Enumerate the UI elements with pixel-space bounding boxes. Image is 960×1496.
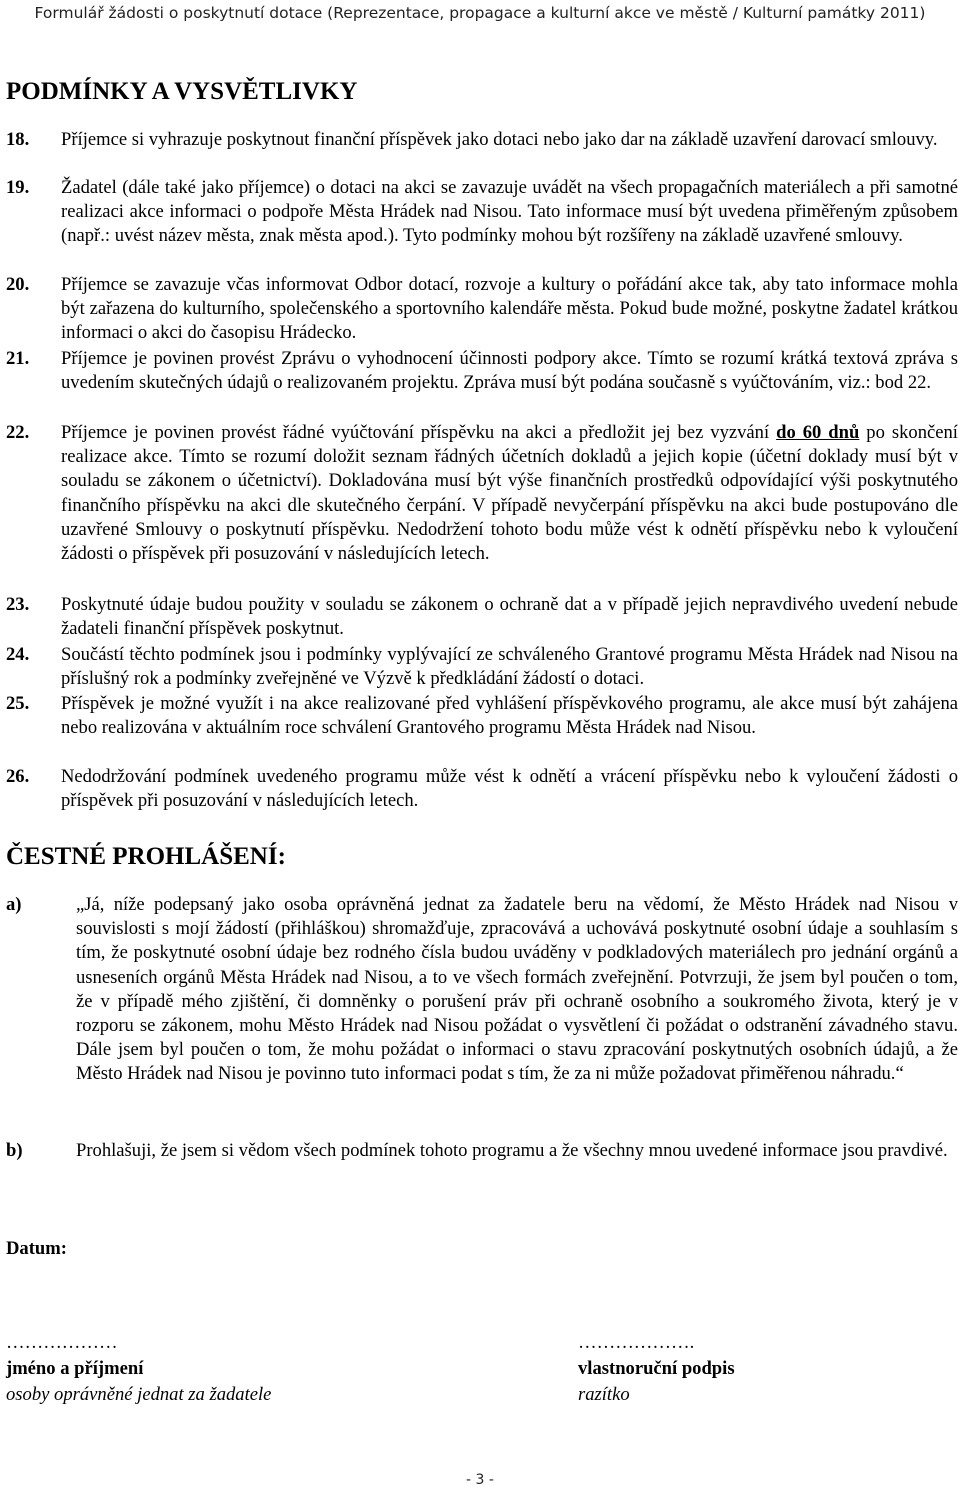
- condition-text: [61, 421, 958, 566]
- declaration-text: „Já, níže podepsaný jako osoba oprávněná jednat za žadatele beru na vědomí, že Město Hrádek nad Nisou v souvislosti s mojí žádostí (přihláškou) shromažďuje, zpracovává a uchovává poskytnuté osobní údaje a souhlasím s tím, že poskytnuté osobní údaje bez rodného čísla budou uváděny v podkladových materiálech pro jednání orgánů a usneseních orgánů Města Hrádek nad Nisou, a to ve všech formách zveřejnění. Potvrzuji, že jsem byl poučen o tom, že v případě mého zjištění, či domněnky o porušení práv při ochraně osobního a soukromého života, který je v rozporu se zákonem, mohu Město Hrádek nad Nisou požádat o vysvětlení či požádat o odstranění závadného stavu. Dále jsem byl poučen o tom, že mohu požádat o informaci o stavu zpracování poskytnutých osobních údajů, a že Město Hrádek nad Nisou je povinno tuto informaci podat s tím, že za ni může požadovat přiměřenou náhradu.“: [76, 894, 958, 1085]
- condition-text: Žadatel (dále také jako příjemce) o dotaci na akci se zavazuje uvádět na všech propagačních materiálech a při samotné realizaci akce informaci o podpoře Města Hrádek nad Nisou. Tato informace musí být uvedena přiměřeným způsobem (např.: uvést název města, znak města apod.). Tyto podmínky mohou být rozšířeny na základě uzavřené smlouvy.: [61, 177, 958, 247]
- condition-item-19: [6, 176, 958, 249]
- condition-number: 18.: [6, 129, 30, 150]
- condition-text: Příjemce je povinen provést Zprávu o vyhodnocení účinnosti podpory akce. Tímto se rozumí krátká textová zpráva s uvedením skutečných údajů o realizovaném projektu. Zpráva musí být podána současně s vyúčtováním, viz.: bod 22.: [61, 348, 958, 394]
- condition-number: 24.: [6, 644, 30, 665]
- condition-item-24: [6, 643, 958, 691]
- signature-sublabel: razítko: [578, 1384, 630, 1405]
- condition-number: 19.: [6, 177, 30, 198]
- datum-label: Datum:: [6, 1238, 67, 1259]
- condition-text: Příspěvek je možné využít i na akce realizované před vyhlášení příspěvkového programu, ale akce musí být zahájena nebo realizována v aktuálním roce schválení Grantového programu Města Hrádek nad Nisou.: [61, 693, 958, 739]
- declaration-title: ČESTNÉ PROHLÁŠENÍ:: [6, 843, 286, 870]
- page-header: Formulář žádosti o poskytnutí dotace (Reprezentace, propagace a kulturní akce ve městě / Kulturní památky 2011): [34, 4, 926, 22]
- condition-number: 25.: [6, 693, 30, 714]
- condition-item-25: [6, 692, 958, 740]
- condition-text: Nedodržování podmínek uvedeného programu může vést k odnětí a vrácení příspěvku nebo k vyloučení žádosti o příspěvek při posuzování v následujících letech.: [61, 766, 958, 812]
- page-number: - 3 -: [466, 1472, 494, 1488]
- condition-item-20: [6, 273, 958, 346]
- condition-text: Příjemce se zavazuje včas informovat Odbor dotací, rozvoje a kultury o pořádání akce tak, aby tato informace mohla být zařazena do kulturního, společenského a sportovního kalendáře města. Pokud bude možné, poskytne žadatel krátkou informaci o akci do časopisu Hrádecko.: [61, 274, 958, 344]
- signature-label: vlastnoruční podpis: [578, 1358, 735, 1379]
- signature-sublabel: osoby oprávněné jednat za žadatele: [6, 1384, 272, 1405]
- condition-number: 26.: [6, 766, 30, 787]
- conditions-title: PODMÍNKY A VYSVĚTLIVKY: [6, 78, 358, 105]
- signature-dots: ……………….: [578, 1332, 695, 1353]
- declaration-letter: b): [6, 1140, 23, 1161]
- signature-block-right: [578, 1330, 735, 1408]
- condition-item-22: [6, 421, 958, 566]
- condition-item-23: [6, 593, 958, 641]
- declaration-text: Prohlašuji, že jsem si vědom všech podmínek tohoto programu a že všechny mnou uvedené informace jsou pravdivé.: [76, 1140, 948, 1161]
- signature-label: jméno a příjmení: [6, 1358, 144, 1379]
- declaration-item-b: [6, 1139, 958, 1163]
- declaration-item-a: [6, 893, 958, 1087]
- condition-text: Součástí těchto podmínek jsou i podmínky vyplývající ze schváleného Grantové programu Města Hrádek nad Nisou na příslušný rok a podmínky zveřejněné ve Výzvě k předkládání žádostí o dotaci.: [61, 644, 958, 690]
- condition-item-21: [6, 347, 958, 395]
- declaration-letter: a): [6, 894, 22, 915]
- signature-dots: ………………: [6, 1332, 118, 1353]
- condition-text-after: po skončení realizace akce. Tímto se rozumí doložit seznam řádných účetních dokladů a jejich kopie (účetní doklady musí být v souladu se zákonem o účetnictví). Dokladována musí být výše finančních prostředků odpovídající výši poskytnutého finančního příspěvku na akci dle skutečného čerpání. V případě nevyčerpání příspěvku na akci bude postupováno dle uzavřené Smlouvy o poskytnutí příspěvku. Nedodržení tohoto bodu může vést k odnětí příspěvku nebo k vyloučení žádosti o příspěvek při posuzování v následujících letech.: [61, 422, 958, 565]
- condition-item-26: [6, 765, 958, 813]
- deadline-emphasis: do 60 dnů: [776, 422, 860, 443]
- condition-number: 22.: [6, 422, 30, 443]
- condition-text-before: Příjemce je povinen provést řádné vyúčtování příspěvku na akci a předložit jej bez vyzvání: [61, 422, 777, 443]
- signature-block-left: [6, 1330, 271, 1408]
- condition-number: 21.: [6, 348, 30, 369]
- condition-item-18: [6, 128, 958, 152]
- condition-text: Příjemce si vyhrazuje poskytnout finanční příspěvek jako dotaci nebo jako dar na základě uzavření darovací smlouvy.: [61, 129, 938, 150]
- condition-text: Poskytnuté údaje budou použity v souladu se zákonem o ochraně dat a v případě jejich nepravdivého uvedení nebude žadateli finanční příspěvek poskytnut.: [61, 594, 958, 640]
- condition-number: 23.: [6, 594, 30, 615]
- condition-number: 20.: [6, 274, 30, 295]
